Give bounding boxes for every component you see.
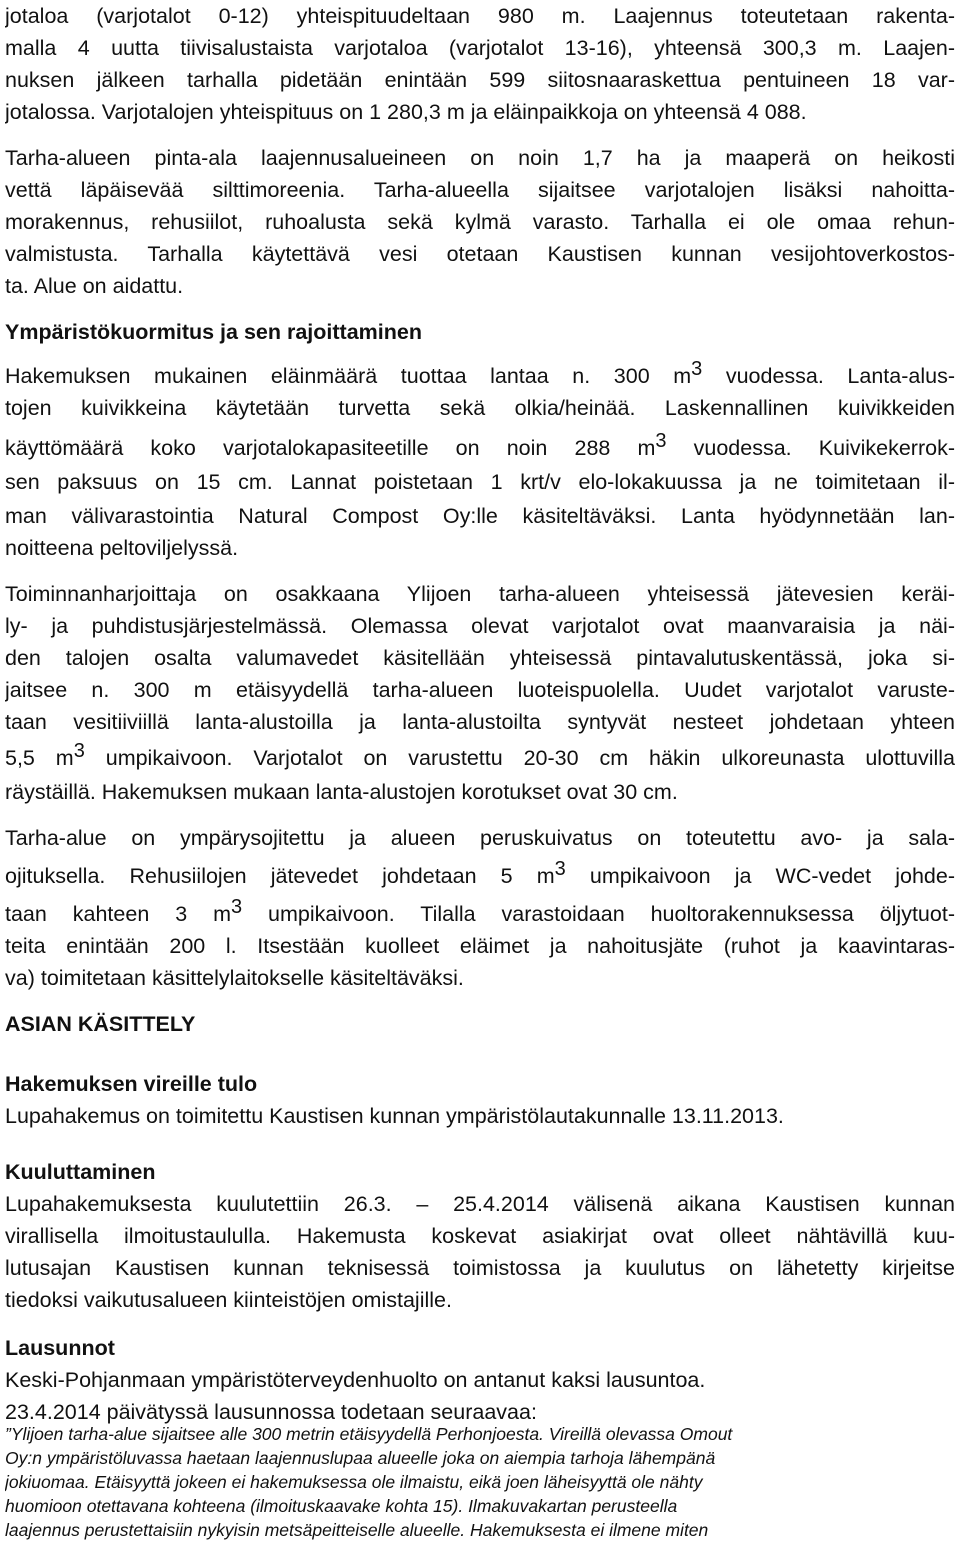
line-text-after: umpikaivoon. Varjotalot on varustettu 20-30 cm häkin ulkoreunasta ulottuvilla bbox=[84, 746, 955, 770]
section-heading bbox=[5, 316, 955, 348]
text-line bbox=[5, 32, 955, 64]
line-text: Lupahakemus on toimitettu Kaustisen kunnan ympäristölautakunnalle 13.11.2013. bbox=[5, 1104, 784, 1128]
line-text: räystäillä. Hakemuksen mukaan lanta-alustojen korotukset ovat 30 cm. bbox=[5, 780, 678, 804]
text-line bbox=[5, 930, 955, 962]
line-text: Ympäristökuormitus ja sen rajoittaminen bbox=[5, 320, 422, 344]
line-text: käyttömäärä koko varjotalokapasiteetille on noin 288 m bbox=[5, 436, 656, 460]
line-text: ly- ja puhdistusjärjestelmässä. Olemassa olevat varjotalot ovat maanvaraisia ja näi- bbox=[5, 614, 955, 638]
superscript: 3 bbox=[655, 430, 667, 452]
line-text: huomioon otettavana kohteena (ilmoituskaavake kohta 15). Ilmakuvakartan perusteella bbox=[5, 1496, 678, 1516]
text-line bbox=[5, 1188, 955, 1220]
line-text: lutusajan Kaustisen kunnan teknisessä toimistossa ja kuulutus on lähetetty kirjeitse bbox=[5, 1256, 955, 1280]
text-line bbox=[5, 174, 955, 206]
text-line bbox=[5, 894, 955, 934]
text-line bbox=[5, 674, 955, 706]
line-text: taan vesitiiviillä lanta-alustoilla ja lanta-alustoilta syntyvät nesteet johdetaan yhteen bbox=[5, 710, 955, 734]
text-line bbox=[5, 822, 955, 854]
quote-line bbox=[5, 1446, 955, 1472]
superscript: 3 bbox=[73, 740, 85, 762]
text-line bbox=[5, 856, 955, 896]
text-line bbox=[5, 706, 955, 738]
superscript: 3 bbox=[554, 858, 566, 880]
line-text: Tarha-alueen pinta-ala laajennusalueineen on noin 1,7 ha ja maaperä on heikosti bbox=[5, 146, 955, 170]
line-text-after: vuodessa. Lanta-alus- bbox=[702, 364, 955, 388]
line-text: valmistusta. Tarhalla käytettävä vesi otetaan Kaustisen kunnan vesijohtoverkostos- bbox=[5, 242, 955, 266]
superscript: 3 bbox=[231, 896, 243, 918]
line-text: 23.4.2014 päivätyssä lausunnossa todetaan seuraavaa: bbox=[5, 1400, 537, 1424]
text-line bbox=[5, 1220, 955, 1252]
line-text: tojen kuivikkeina käytetään turvetta sekä olkia/heinää. Laskennallinen kuivikkeiden bbox=[5, 396, 955, 420]
superscript: 3 bbox=[691, 358, 703, 380]
line-text: Lupahakemuksesta kuulutettiin 26.3. – 25.4.2014 välisenä aikana Kaustisen kunnan bbox=[5, 1192, 955, 1216]
line-text: va) toimitetaan käsittelylaitokselle käsiteltäväksi. bbox=[5, 966, 464, 990]
line-text: Oy:n ympäristöluvassa haetaan laajennuslupaa alueelle joka on aiempia tarhoja lähempänä bbox=[5, 1448, 716, 1468]
text-line bbox=[5, 270, 955, 302]
text-line bbox=[5, 1284, 955, 1316]
line-text: Hakemuksen vireille tulo bbox=[5, 1072, 258, 1096]
text-line bbox=[5, 1252, 955, 1284]
line-text: vettä läpäisevää silttimoreenia. Tarha-alueella sijaitsee varjotalojen lisäksi nahoitta- bbox=[5, 178, 955, 202]
text-line bbox=[5, 776, 955, 808]
section-heading bbox=[5, 1008, 955, 1040]
line-text: jotalossa. Varjotalojen yhteispituus on 1 280,3 m ja eläinpaikkoja on yhteensä 4 088. bbox=[5, 100, 807, 124]
quote-line bbox=[5, 1470, 955, 1496]
text-line bbox=[5, 466, 955, 498]
line-text: tiedoksi vaikutusalueen kiinteistöjen omistajille. bbox=[5, 1288, 452, 1312]
line-text: sen paksuus on 15 cm. Lannat poistetaan 1 krt/v elo-lokakuussa ja ne toimitetaan il- bbox=[5, 470, 955, 494]
line-text: laajennus perustettaisiin nykyisin metsäpeitteiselle alueelle. Hakemuksesta ei ilmene miten bbox=[5, 1520, 709, 1540]
text-line bbox=[5, 392, 955, 424]
line-text: ojituksella. Rehusiilojen jätevedet johdetaan 5 m bbox=[5, 864, 555, 888]
line-text-after: vuodessa. Kuivikekerrok- bbox=[666, 436, 955, 460]
line-text: nuksen jälkeen tarhalla pidetään enintään 599 siitosnaaraskettua pentuineen 18 var- bbox=[5, 68, 955, 92]
line-text: Lausunnot bbox=[5, 1336, 115, 1360]
line-text: virallisella ilmoitustaululla. Hakemusta koskevat asiakirjat ovat olleet nähtävillä kuu- bbox=[5, 1224, 955, 1248]
section-heading bbox=[5, 1068, 955, 1100]
text-line bbox=[5, 1364, 955, 1396]
line-text: noitteena peltoviljelyssä. bbox=[5, 536, 239, 560]
text-line bbox=[5, 64, 955, 96]
line-text: den talojen osalta valumavedet käsitellään yhteisessä pintavalutuskentässä, joka si- bbox=[5, 646, 955, 670]
line-text: jaitsee n. 300 m etäisyydellä tarha-alueen luoteispuolella. Uudet varjotalot varuste- bbox=[5, 678, 955, 702]
text-line bbox=[5, 0, 955, 32]
line-text: 5,5 m bbox=[5, 746, 74, 770]
line-text: Kuuluttaminen bbox=[5, 1160, 156, 1184]
text-line bbox=[5, 500, 955, 532]
line-text-after: umpikaivoon. Tilalla varastoidaan huoltorakennuksessa öljytuot- bbox=[242, 902, 955, 926]
line-text: malla 4 uutta tiivisalustaista varjotaloa (varjotalot 13-16), yhteensä 300,3 m. Laajen- bbox=[5, 36, 955, 60]
line-text: ta. Alue on aidattu. bbox=[5, 274, 184, 298]
quote-line bbox=[5, 1494, 955, 1520]
text-line bbox=[5, 1100, 955, 1132]
text-line bbox=[5, 642, 955, 674]
text-line bbox=[5, 738, 955, 778]
text-line bbox=[5, 578, 955, 610]
line-text: man välivarastointia Natural Compost Oy:lle käsiteltäväksi. Lanta hyödynnetään lan- bbox=[5, 504, 955, 528]
quote-line bbox=[5, 1422, 955, 1448]
line-text: jokiuomaa. Etäisyyttä jokeen ei hakemuksessa ole ilmaistu, eikä joen läheisyyttä ole nähty bbox=[5, 1472, 703, 1492]
line-text-after: umpikaivoon ja WC-vedet johde- bbox=[565, 864, 955, 888]
text-line bbox=[5, 610, 955, 642]
text-line bbox=[5, 532, 955, 564]
quote-line bbox=[5, 1518, 955, 1544]
line-text: Keski-Pohjanmaan ympäristöterveydenhuolto on antanut kaksi lausuntoa. bbox=[5, 1368, 706, 1392]
line-text: ”Ylijoen tarha-alue sijaitsee alle 300 metrin etäisyydellä Perhonjoesta. Vireillä olevassa Omout bbox=[5, 1424, 733, 1444]
text-line bbox=[5, 962, 955, 994]
line-text: taan kahteen 3 m bbox=[5, 902, 231, 926]
text-line bbox=[5, 356, 955, 396]
text-line bbox=[5, 206, 955, 238]
line-text: teita enintään 200 l. Itsestään kuolleet eläimet ja nahoitusjäte (ruhot ja kaavintaras- bbox=[5, 934, 955, 958]
line-text: ASIAN KÄSITTELY bbox=[5, 1012, 196, 1036]
line-text: morakennus, rehusiilot, ruhoalusta sekä kylmä varasto. Tarhalla ei ole omaa rehun- bbox=[5, 210, 955, 234]
section-heading bbox=[5, 1332, 955, 1364]
line-text: jotaloa (varjotalot 0-12) yhteispituudeltaan 980 m. Laajennus toteutetaan rakenta- bbox=[5, 4, 955, 28]
section-heading bbox=[5, 1156, 955, 1188]
line-text: Tarha-alue on ympärysojitettu ja alueen peruskuivatus on toteutettu avo- ja sala- bbox=[5, 826, 955, 850]
text-line bbox=[5, 238, 955, 270]
line-text: Toiminnanharjoittaja on osakkaana Ylijoen tarha-alueen yhteisessä jätevesien keräi- bbox=[5, 582, 955, 606]
text-line bbox=[5, 428, 955, 468]
text-line bbox=[5, 142, 955, 174]
line-text: Hakemuksen mukainen eläinmäärä tuottaa lantaa n. 300 m bbox=[5, 364, 692, 388]
text-line bbox=[5, 96, 955, 128]
